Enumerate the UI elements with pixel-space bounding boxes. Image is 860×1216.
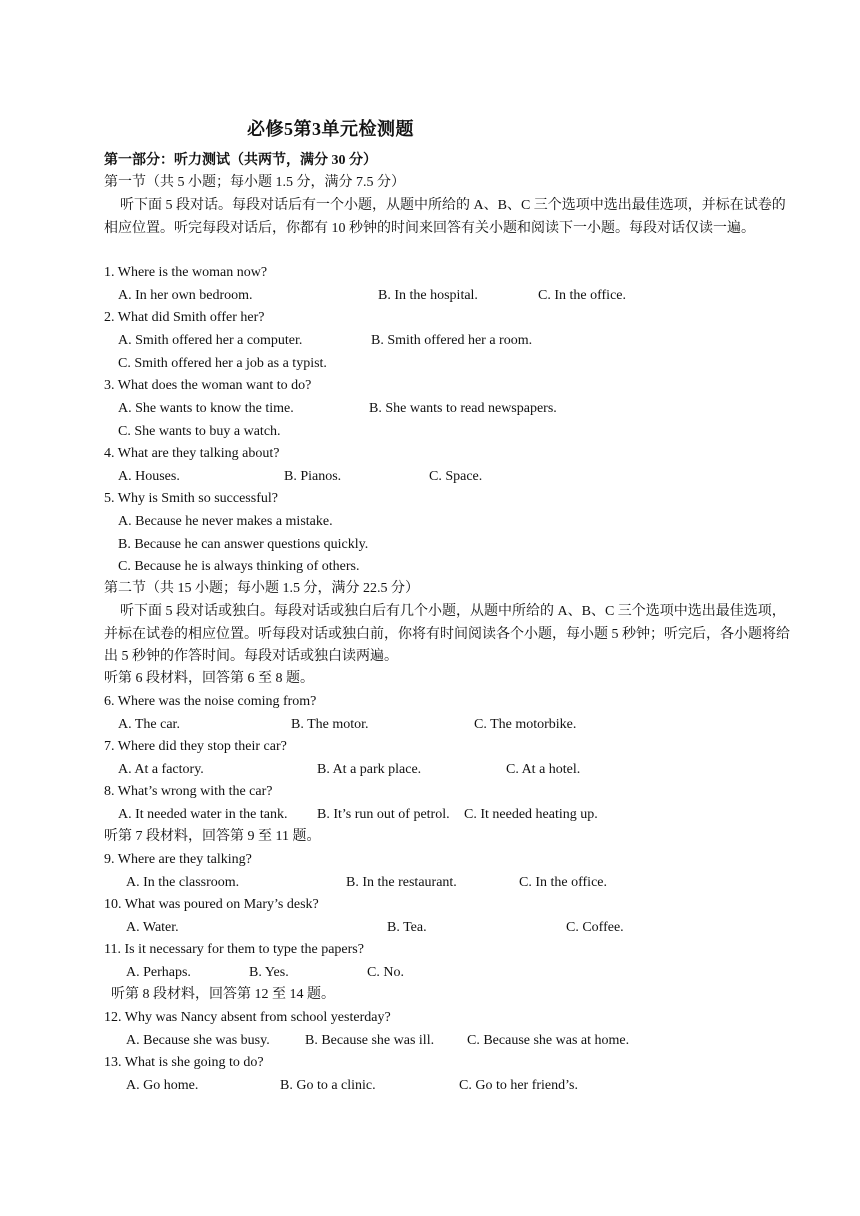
q13-option-c: C. Go to her friend’s. [459,1078,578,1093]
q8-option-b: B. It’s run out of petrol. [317,807,450,822]
q12-option-c: C. Because she was at home. [467,1033,630,1048]
question-6: 6. Where was the noise coming from? [104,694,317,709]
question-10: 10. What was poured on Mary’s desk? [104,897,319,912]
q4-option-c: C. Space. [429,469,483,484]
question-12: 12. Why was Nancy absent from school yesterday? [104,1010,391,1025]
q3-option-c: C. She wants to buy a watch. [118,424,281,439]
q11-option-c: C. No. [367,965,404,980]
question-7: 7. Where did they stop their car? [104,739,287,754]
question-9: 9. Where are they talking? [104,852,252,867]
q13-option-b: B. Go to a clinic. [280,1078,376,1093]
q7-option-c: C. At a hotel. [506,762,581,777]
q10-option-b: B. Tea. [387,920,427,935]
q9-option-b: B. In the restaurant. [346,875,457,890]
question-13: 13. What is she going to do? [104,1055,264,1070]
question-4: 4. What are they talking about? [104,446,280,461]
q3-option-a: A. She wants to know the time. [118,401,294,416]
q2-option-a: A. Smith offered her a computer. [118,333,303,348]
q7-option-b: B. At a park place. [317,762,422,777]
q2-option-b: B. Smith offered her a room. [371,333,533,348]
q3-option-b: B. She wants to read newspapers. [369,401,557,416]
q2-option-c: C. Smith offered her a job as a typist. [118,356,327,371]
page-title: 必修5第3单元检测题 [247,119,414,139]
q5-option-a: A. Because he never makes a mistake. [118,514,333,529]
question-3: 3. What does the woman want to do? [104,378,312,393]
q6-option-b: B. The motor. [291,717,369,732]
section2-heading: 第二节（共 15 小题；每小题 1.5 分，满分 22.5 分） [104,581,419,596]
q4-option-b: B. Pianos. [284,469,342,484]
q8-option-a: A. It needed water in the tank. [118,807,288,822]
q5-option-c: C. Because he is always thinking of others. [118,559,360,574]
section2-instructions: 听下面 5 段对话或独白。每段对话或独白后有几个小题，从题中所给的 A、B、C 三个选项中选出最佳选项，并标在试卷的相应位置。听每段对话或独白前，你将有时间阅读各个小题，每小题 5 秒钟；听完后，各小题将给出 5 秒钟的作答时间。每段对话或独白读两遍。 [104,604,790,665]
material-7-note: 听第 7 段材料，回答第 9 至 11 题。 [104,829,321,844]
q11-option-a: A. Perhaps. [126,965,191,980]
q4-option-a: A. Houses. [118,469,180,484]
q10-option-a: A. Water. [126,920,179,935]
q1-option-a: A. In her own bedroom. [118,288,253,303]
question-11: 11. Is it necessary for them to type the papers? [104,942,364,957]
q12-option-a: A. Because she was busy. [126,1033,270,1048]
question-1: 1. Where is the woman now? [104,265,268,280]
q6-option-c: C. The motorbike. [474,717,577,732]
q8-option-c: C. It needed heating up. [464,807,598,822]
material-6-note: 听第 6 段材料，回答第 6 至 8 题。 [104,671,314,686]
q1-option-c: C. In the office. [538,288,626,303]
q5-option-b: B. Because he can answer questions quickly. [118,537,369,552]
q12-option-b: B. Because she was ill. [305,1033,435,1048]
q6-option-a: A. The car. [118,717,180,732]
q9-option-a: A. In the classroom. [126,875,240,890]
question-5: 5. Why is Smith so successful? [104,491,278,506]
question-8: 8. What’s wrong with the car? [104,784,273,799]
q13-option-a: A. Go home. [126,1078,199,1093]
q11-option-b: B. Yes. [249,965,289,980]
material-8-note: 听第 8 段材料，回答第 12 至 14 题。 [111,987,335,1002]
section1-instructions: 听下面 5 段对话。每段对话后有一个小题，从题中所给的 A、B、C 三个选项中选出最佳选项，并标在试卷的相应位置。听完每段对话后，你都有 10 秒钟的时间来回答有关小题和阅读下一小题。每段对话仅读一遍。 [104,198,786,236]
q9-option-c: C. In the office. [519,875,607,890]
q10-option-c: C. Coffee. [566,920,624,935]
question-2: 2. What did Smith offer her? [104,310,265,325]
q7-option-a: A. At a factory. [118,762,204,777]
section1-heading: 第一节（共 5 小题；每小题 1.5 分，满分 7.5 分） [104,175,405,190]
part1-heading: 第一部分：听力测试（共两节，满分 30 分） [104,153,377,168]
q1-option-b: B. In the hospital. [378,288,478,303]
